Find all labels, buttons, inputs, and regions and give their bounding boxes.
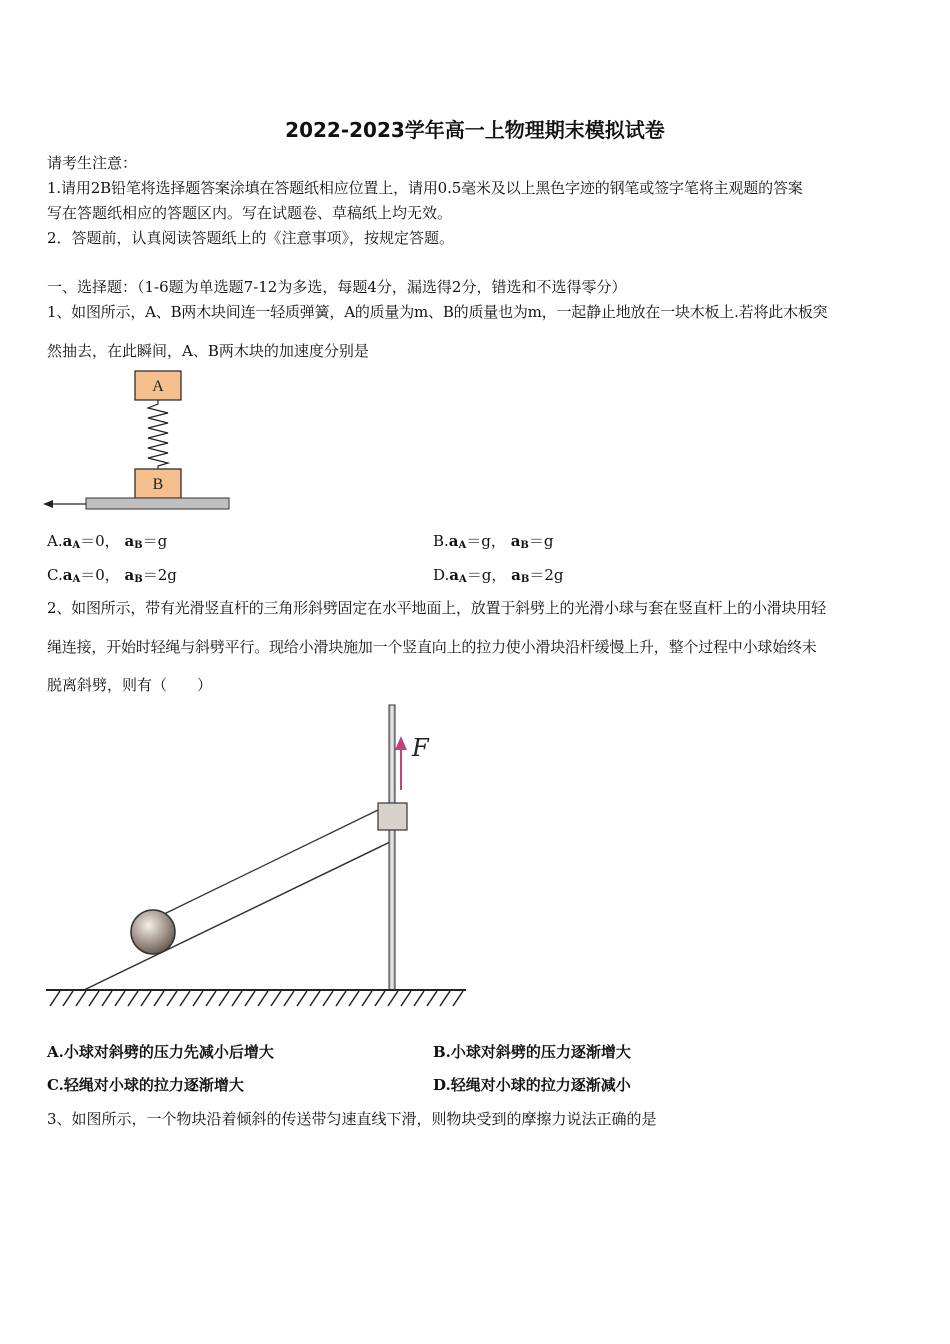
slider-block bbox=[378, 803, 407, 830]
q2-stem-line-2: 绳连接，开始时轻绳与斜劈平行。现给小滑块施加一个竖直向上的拉力使小滑块沿杆缓慢上升，整个过程中小球始终未 bbox=[47, 638, 817, 656]
q1-stem-line-1: 1、如图所示，A、B两木块间连一轻质弹簧，A的质量为m、B的质量也为m，一起静止地放在一块木板上.若将此木板突 bbox=[47, 303, 828, 321]
ball bbox=[131, 910, 175, 954]
hatch-mark bbox=[154, 991, 164, 1006]
hatch-mark bbox=[401, 991, 411, 1006]
hatch-mark bbox=[128, 991, 138, 1006]
spring bbox=[148, 400, 168, 469]
hatch-mark bbox=[206, 991, 216, 1006]
hatch-mark bbox=[414, 991, 424, 1006]
hatch-mark bbox=[297, 991, 307, 1006]
q2-wedge-figure bbox=[46, 700, 468, 1012]
hatch-mark bbox=[453, 991, 463, 1006]
hatch-mark bbox=[102, 991, 112, 1006]
hatch-mark bbox=[271, 991, 281, 1006]
hatch-mark bbox=[323, 991, 333, 1006]
hatch-mark bbox=[427, 991, 437, 1006]
q1-spring-figure bbox=[40, 368, 240, 516]
hatch-mark bbox=[245, 991, 255, 1006]
hatch-mark bbox=[115, 991, 125, 1006]
hatch-mark bbox=[232, 991, 242, 1006]
notice-line-1b: 写在答题纸相应的答题区内。写在试题卷、草稿纸上均无效。 bbox=[47, 204, 453, 222]
hatch-mark bbox=[362, 991, 372, 1006]
q1-option-c[interactable]: $C.a_A=0$， $a_B=2g$ bbox=[47, 566, 177, 585]
hatch-mark bbox=[310, 991, 320, 1006]
hatch-mark bbox=[63, 991, 73, 1006]
hatch-mark bbox=[388, 991, 398, 1006]
hatch-mark bbox=[167, 991, 177, 1006]
hatch-mark bbox=[50, 991, 60, 1006]
hatch-mark bbox=[180, 991, 190, 1006]
hatch-mark bbox=[336, 991, 346, 1006]
notice-heading: 请考生注意： bbox=[47, 154, 138, 172]
hatch-mark bbox=[284, 991, 294, 1006]
hatch-mark bbox=[193, 991, 203, 1006]
hatch-mark bbox=[141, 991, 151, 1006]
block-a-label: A bbox=[152, 378, 164, 395]
q2-option-a[interactable]: A.小球对斜劈的压力先减小后增大 bbox=[47, 1043, 274, 1061]
q2-stem-line-1: 2、如图所示，带有光滑竖直杆的三角形斜劈固定在水平地面上，放置于斜劈上的光滑小球与套在竖直杆上的小滑块用轻 bbox=[47, 599, 826, 617]
q2-option-b[interactable]: B.小球对斜劈的压力逐渐增大 bbox=[433, 1043, 631, 1061]
q2-option-c[interactable]: C.轻绳对小球的拉力逐渐增大 bbox=[47, 1076, 244, 1094]
hatch-mark bbox=[375, 991, 385, 1006]
hatch-mark bbox=[258, 991, 268, 1006]
notice-line-2: 2．答题前，认真阅读答题纸上的《注意事项》，按规定答题。 bbox=[47, 229, 455, 247]
q3-stem-line-1: 3、如图所示，一个物块沿着倾斜的传送带匀速直线下滑，则物块受到的摩擦力说法正确的是 bbox=[47, 1110, 657, 1128]
wedge-incline bbox=[84, 842, 390, 990]
vertical-rod bbox=[389, 705, 395, 990]
block-b-label: B bbox=[152, 476, 164, 493]
hatch-mark bbox=[89, 991, 99, 1006]
q1-stem-line-2: 然抽去，在此瞬间，A、B两木块的加速度分别是 bbox=[47, 342, 369, 360]
q1-option-a[interactable]: $A.a_A=0$， $a_B=g$ bbox=[47, 532, 168, 551]
q2-stem-line-3: 脱离斜劈，则有（ ） bbox=[47, 676, 213, 694]
hatch-mark bbox=[219, 991, 229, 1006]
board bbox=[86, 498, 229, 509]
hatch-mark bbox=[440, 991, 450, 1006]
page-title: 2022-2023学年高一上物理期末模拟试卷 bbox=[285, 118, 665, 142]
q1-option-d[interactable]: $D.a_A=g$， $a_B=2g$ bbox=[433, 566, 564, 585]
q2-option-d[interactable]: D.轻绳对小球的拉力逐渐减小 bbox=[433, 1076, 631, 1094]
q1-option-b[interactable]: $B.a_A=g$， $a_B=g$ bbox=[433, 532, 554, 551]
section-heading: 一、选择题：（1-6题为单选题7-12为多选，每题4分，漏选得2分，错选和不选得零分） bbox=[47, 278, 627, 296]
ground-hatching bbox=[50, 991, 463, 1006]
hatch-mark bbox=[76, 991, 86, 1006]
hatch-mark bbox=[349, 991, 359, 1006]
force-arrow-head bbox=[395, 736, 407, 750]
pull-arrow-head bbox=[43, 500, 53, 508]
force-label: F bbox=[412, 734, 429, 762]
notice-line-1a: 1.请用2B铅笔将选择题答案涂填在答题纸相应位置上，请用0.5毫米及以上黑色字迹的钢笔或签字笔将主观题的答案 bbox=[47, 179, 803, 197]
